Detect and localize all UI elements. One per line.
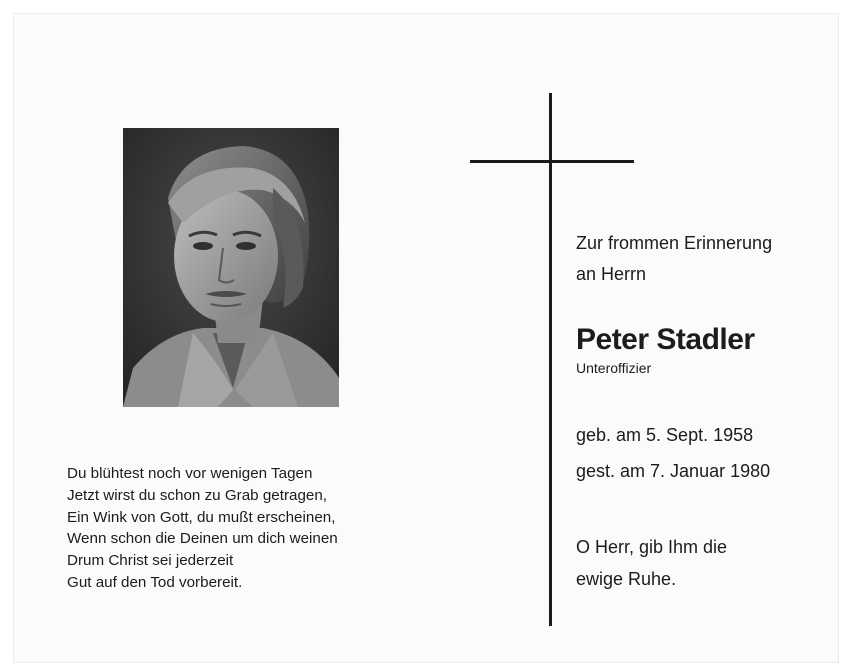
intro-line: Zur frommen Erinnerung <box>576 233 773 253</box>
memorial-intro <box>576 228 772 290</box>
portrait-image <box>123 128 339 407</box>
poem-line: Wenn schon die Deinen um dich weinen <box>67 530 338 548</box>
cross-icon-vertical-bar <box>549 93 552 626</box>
poem-line: Jetzt wirst du schon zu Grab getragen, <box>67 486 328 504</box>
birth-date: geb. am 5. Sept. 1958 <box>576 425 754 445</box>
poem-line: Gut auf den Tod vorbereit. <box>67 573 243 591</box>
memorial-poem <box>67 463 338 594</box>
deceased-rank: Unteroffizier <box>576 360 652 376</box>
deceased-name: Peter Stadler <box>576 323 755 356</box>
closing-prayer <box>576 531 727 595</box>
poem-line: Ein Wink von Gott, du mußt erscheinen, <box>67 508 336 526</box>
prayer-line: ewige Ruhe. <box>576 569 677 589</box>
prayer-line: O Herr, gib Ihm die <box>576 537 728 557</box>
portrait-photo <box>123 128 339 407</box>
poem-line: Du blühtest noch vor wenigen Tagen <box>67 465 313 482</box>
poem-line: Drum Christ sei jederzeit <box>67 552 234 570</box>
intro-line: an Herrn <box>576 264 647 284</box>
death-date: gest. am 7. Januar 1980 <box>576 461 771 481</box>
memorial-card <box>14 14 838 662</box>
cross-icon-horizontal-bar <box>470 160 634 163</box>
